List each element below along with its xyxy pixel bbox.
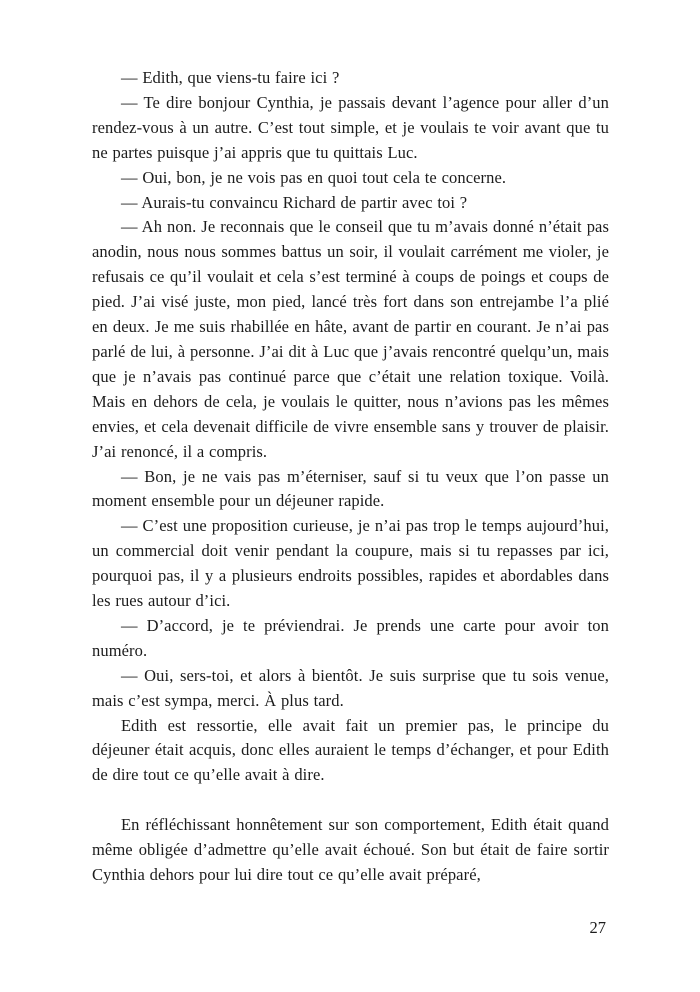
dialogue-line: — Oui, bon, je ne vois pas en quoi tout cela te concerne. xyxy=(121,167,507,187)
dialogue-line: — Bon, je ne vais pas m’éterniser, sauf si tu veux que l’on passe un moment ensemble pour un déjeuner rapide. xyxy=(92,466,609,511)
dialogue-line: — Edith, que viens-tu faire ici ? xyxy=(121,68,340,87)
dialogue-line: — Oui, sers-toi, et alors à bientôt. Je suis surprise que tu sois venue, mais c’est sympa, merci. À plus tard. xyxy=(92,665,609,710)
dialogue-line: — Aurais-tu convaincu Richard de partir avec toi ? xyxy=(121,192,468,212)
dialogue-line: — C’est une proposition curieuse, je n’ai pas trop le temps aujourd’hui, un commercial doit venir pendant la coupure, mais si tu repasses par ici, pourquoi pas, il y a plusieurs endroits possibles, rapides et abordables dans les rues autour d’ici. xyxy=(92,516,609,611)
text-block xyxy=(92,66,609,888)
narration-paragraph: Edith est ressortie, elle avait fait un premier pas, le principe du déjeuner était acquis, donc elles auraient le temps d’échanger, et pour Edith de dire tout ce qu’elle avait à dire. xyxy=(92,715,609,785)
dialogue-line: — Te dire bonjour Cynthia, je passais devant l’agence pour aller d’un rendez-vous à un autre. C’est tout simple, et je voulais te voir avant que tu ne partes puisque j’ai appris que tu quittais Luc. xyxy=(92,92,609,162)
page-number: 27 xyxy=(589,917,606,937)
dialogue-line: — D’accord, je te préviendrai. Je prends une carte pour avoir ton numéro. xyxy=(92,615,609,660)
dialogue-line: — Ah non. Je reconnais que le conseil que tu m’avais donné n’était pas anodin, nous nous sommes battus un soir, il voulait carrément me violer, je refusais ce qu’il voulait et cela s’est terminé à coups de poings et coups de pied. J’ai visé juste, mon pied, lancé très fort dans son entrejambe l’a plié en deux. Je me suis rhabillée en hâte, avant de partir en courant. Je n’ai pas parlé de lui, à personne. J’ai dit à Luc que j’avais rencontré quelqu’un, mais que je n’avais pas continué parce que c’était une relation toxique. Voilà. Mais en dehors de cela, je voulais le quitter, nous n’avions pas les mêmes envies, et cela devenait difficile de vivre ensemble sans y trouver de plaisir. J’ai renoncé, il a compris. xyxy=(92,217,609,461)
narration-paragraph: En réfléchissant honnêtement sur son comportement, Edith était quand même obligée d’admettre qu’elle avait échoué. Son but était de faire sortir Cynthia dehors pour lui dire tout ce qu’elle avait préparé, xyxy=(92,815,609,884)
